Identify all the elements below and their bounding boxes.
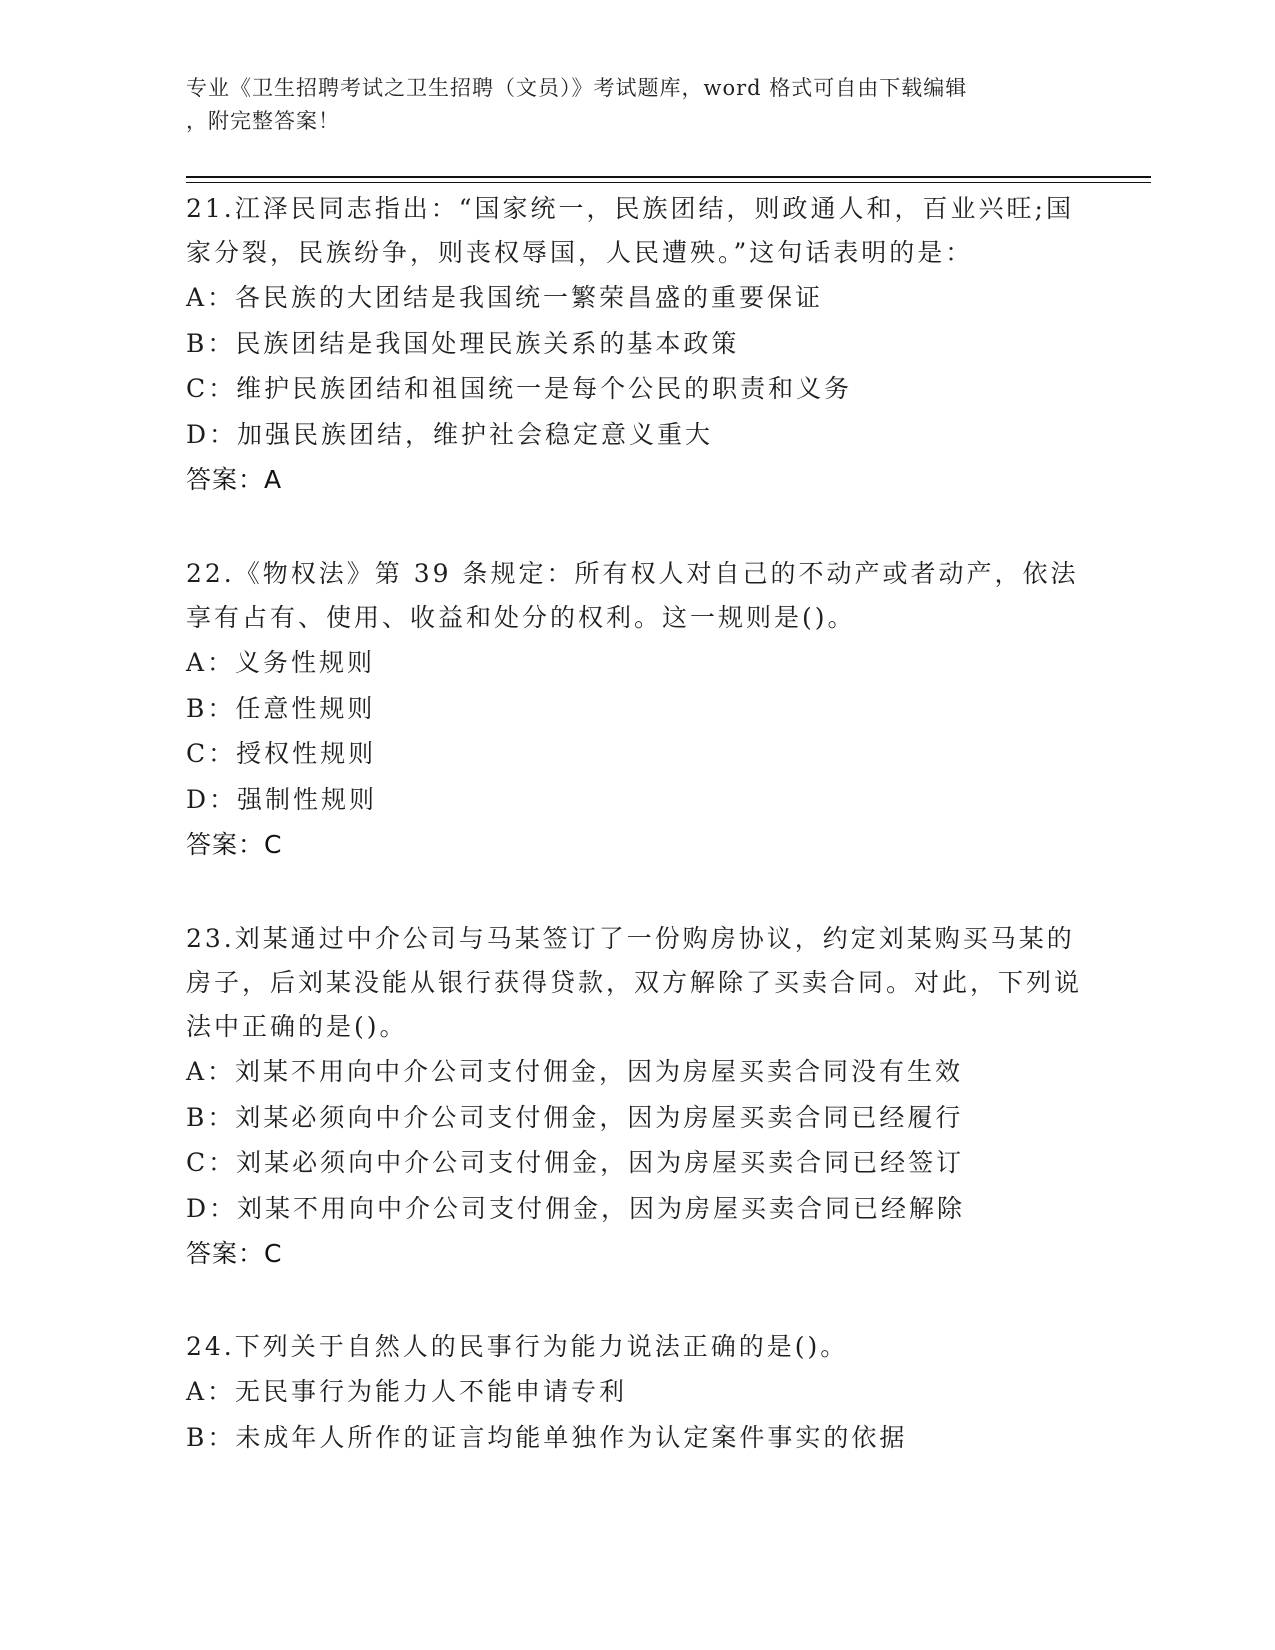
option-a: A：无民事行为能力人不能申请专利	[186, 1377, 628, 1406]
question-23	[186, 917, 1086, 1277]
option-a: A：各民族的大团结是我国统一繁荣昌盛的重要保证	[186, 283, 824, 312]
header-divider-thick	[186, 176, 1151, 178]
question-22	[186, 552, 1086, 868]
question-text: 23.刘某通过中介公司与马某签订了一份购房协议，约定刘某购买马某的房子，后刘某没能从银行获得贷款，双方解除了买卖合同。对此，下列说法中正确的是()。	[186, 924, 1083, 1041]
header-divider-thin	[186, 182, 1151, 183]
document-header	[186, 72, 1066, 138]
question-text: 24.下列关于自然人的民事行为能力说法正确的是()。	[186, 1332, 849, 1361]
answer: 答案：A	[186, 465, 283, 494]
option-d: D：刘某不用向中介公司支付佣金，因为房屋买卖合同已经解除	[186, 1193, 966, 1223]
question-text: 22.《物权法》第 39 条规定：所有权人对自己的不动产或者动产，依法享有占有、使用、收益和处分的权利。这一规则是()。	[186, 559, 1079, 632]
question-21	[186, 187, 1086, 503]
option-c: C：刘某必须向中介公司支付佣金，因为房屋买卖合同已经签订	[186, 1148, 965, 1177]
option-d: D：加强民族团结，维护社会稳定意义重大	[186, 419, 714, 449]
header-line-2: ，附完整答案！	[186, 109, 340, 133]
option-b: B：未成年人所作的证言均能单独作为认定案件事实的依据	[186, 1422, 908, 1452]
answer: 答案：C	[186, 830, 283, 859]
option-a: A：刘某不用向中介公司支付佣金，因为房屋买卖合同没有生效	[186, 1057, 964, 1086]
option-b: B：刘某必须向中介公司支付佣金，因为房屋买卖合同已经履行	[186, 1102, 964, 1132]
option-b: B：任意性规则	[186, 693, 376, 723]
question-text: 21.江泽民同志指出：“国家统一，民族团结，则政通人和，百业兴旺;国家分裂，民族纷争，则丧权辱国，人民遭殃。”这句话表明的是：	[186, 194, 1074, 267]
header-line-1: 专业《卫生招聘考试之卫生招聘（文员）》考试题库，word 格式可自由下载编辑	[186, 76, 968, 100]
option-d: D：强制性规则	[186, 784, 378, 814]
option-c: C：维护民族团结和祖国统一是每个公民的职责和义务	[186, 374, 853, 403]
option-a: A：义务性规则	[186, 648, 376, 677]
answer: 答案：C	[186, 1239, 283, 1268]
question-24	[186, 1325, 1086, 1460]
option-c: C：授权性规则	[186, 739, 377, 768]
option-b: B：民族团结是我国处理民族关系的基本政策	[186, 328, 740, 358]
